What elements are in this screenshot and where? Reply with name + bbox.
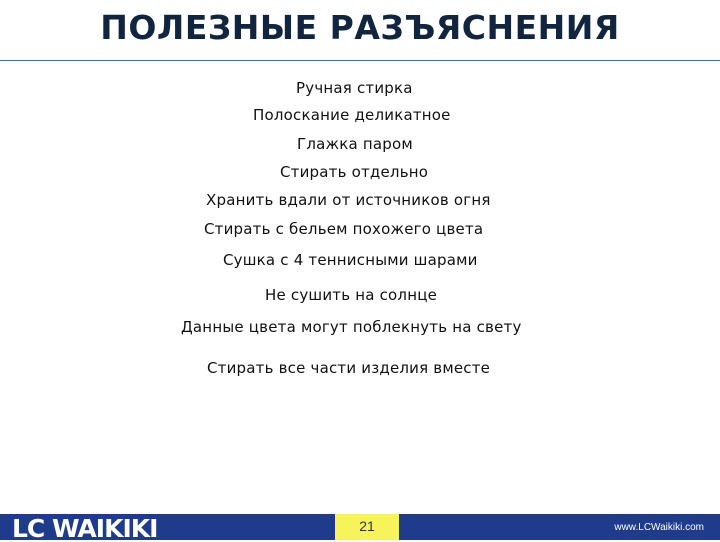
instruction-line: Ручная стирка <box>296 79 413 97</box>
instruction-line: Полоскание деликатное <box>253 106 451 124</box>
page-number: 21 <box>359 518 375 534</box>
page-title: ПОЛЕЗНЫЕ РАЗЪЯСНЕНИЯ <box>100 8 620 47</box>
instruction-line: Не сушить на солнце <box>265 286 438 304</box>
footer-bar <box>0 514 720 540</box>
instruction-line: Стирать все части изделия вместе <box>207 359 491 377</box>
instruction-line: Хранить вдали от источников огня <box>206 191 491 209</box>
instruction-line: Глажка паром <box>297 135 413 153</box>
lc-waikiki-logo: LC WAIKIKI <box>12 514 158 540</box>
instruction-line: Данные цвета могут поблекнуть на свету <box>181 318 522 336</box>
instruction-line: Стирать отдельно <box>280 163 429 181</box>
website-link[interactable]: www.LCWaikiki.com <box>614 522 704 533</box>
instruction-line: Сушка с 4 теннисными шарами <box>223 251 478 269</box>
instruction-line: Стирать с бельем похожего цвета <box>204 220 484 238</box>
title-divider <box>0 60 720 61</box>
